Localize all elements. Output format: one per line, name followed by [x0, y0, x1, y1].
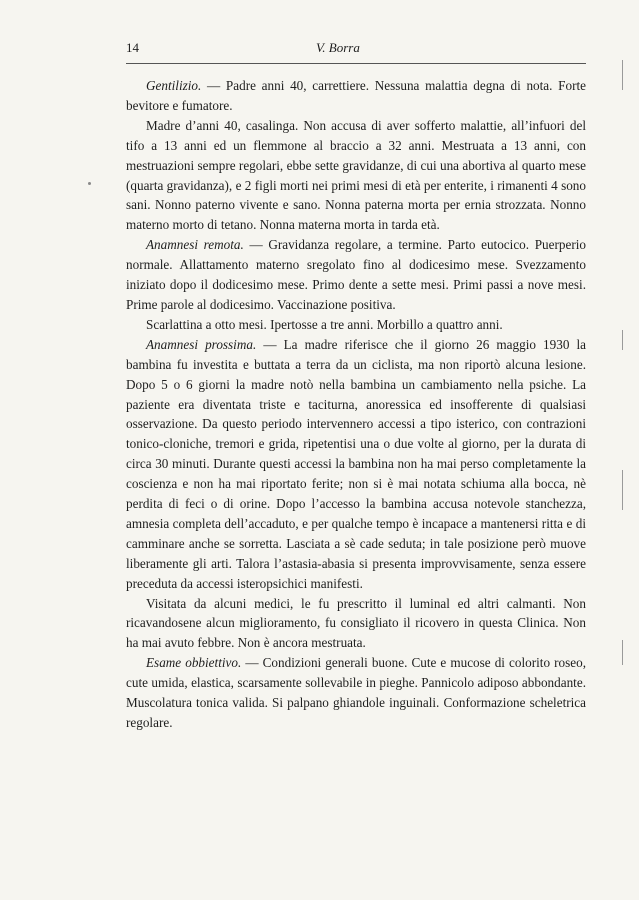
- page-number: 14: [126, 40, 139, 55]
- paragraph-madre: [126, 116, 586, 235]
- paragraph-text: Madre d’anni 40, casalinga. Non accusa di aver sofferto malattie, all’infuori del tifo a 13 anni ed un flemmone al braccio a 32 anni. Mestruata a 13 anni, con mestruazioni sempre regolari, ebbe sette gravidanze, di cui una abortiva al quarto mese (quarta gravidanza), e 2 figli morti nei primi mesi di età per enterite, i rimanenti 4 sono sani. Nonno paterno vivente e sano. Nonna paterna morta per ernia strozzata. Nonno materno morto di tetano. Nonna materna morta in tarda età.: [126, 117, 586, 233]
- page: [126, 40, 587, 730]
- paragraph-text: — Gravidanza regolare, a termine. Parto eutocico. Puerperio normale. Allattamento materno sregolato fino al dodicesimo mese. Svezzamento iniziato dopo il dodicesimo mese. Primo dente a sette mesi. Primi passi a nove mesi. Prime parole al dodicesimo. Vaccinazione positiva.: [126, 237, 586, 312]
- scan-edge-mark: [622, 330, 623, 350]
- section-lead: Gentilizio.: [146, 78, 202, 93]
- paragraph-scarlattina: [126, 315, 586, 335]
- paragraph-esame-obbiettivo: [126, 653, 586, 733]
- section-lead: Esame obbiettivo.: [146, 655, 242, 671]
- body-text: [126, 76, 586, 733]
- scan-edge-mark: [622, 470, 623, 510]
- section-lead: Anamnesi remota.: [146, 237, 244, 253]
- paragraph-anamnesi-prossima: [126, 335, 586, 594]
- scan-edge-mark: [622, 640, 623, 665]
- paragraph-text: — Condizioni generali buone. Cute e mucose di colorito roseo, cute umida, elastica, scarsamente sollevabile in pieghe. Pannicolo adiposo abbondante. Muscolatura tonica valida. Si palpano ghiandole inguinali. Conformazione scheletrica regolare.: [126, 655, 586, 730]
- paragraph-gentilizio: [126, 76, 586, 116]
- scan-edge-mark: [622, 60, 623, 90]
- paragraph-anamnesi-remota: [126, 235, 586, 315]
- paragraph-text: — La madre riferisce che il giorno 26 maggio 1930 la bambina fu investita e buttata a terra da un ciclista, ma non riportò alcuna lesione. Dopo 5 o 6 giorni la madre notò nella bambina un cambiamento nella psiche. La paziente era diventata triste e taciturna, anoressica ed insofferente di qualsiasi osservazione. Da questo periodo intervennero accessi a tipo isterico, con contrazioni tonico-cloniche, tremori e grida, ripetentisi una o due volte al giorno, per la durata di circa 30 minuti. Durante questi accessi la bambina non ha mai perso completamente la coscienza e non ha mai riportato ferite; non si è mai notata schiuma alla bocca, nè perdita di feci o di orine. Dopo l’accesso la bambina accusa notevole stanchezza, amnesia completa dell’accaduto, e per qualche tempo è incapace a mantenersi ritta e di camminare anche se sorretta. Lasciata a sè cade seduta; in tale posizione però muove liberamente gli arti. Talora l’astasia-abasia si presenta improvvisamente, senza essere preceduta da accessi isteropsichici manifesti.: [126, 336, 587, 591]
- running-header: [126, 40, 586, 58]
- header-rule: [126, 63, 586, 64]
- paragraph-text: — Padre anni 40, carrettiere. Nessuna malattia degna di nota. Forte bevitore e fumatore.: [126, 78, 586, 113]
- running-title: V. Borra: [316, 40, 360, 55]
- section-lead: Anamnesi prossima.: [146, 336, 257, 352]
- paragraph-text: Visitata da alcuni medici, le fu prescritto il luminal ed altri calmanti. Non ricavandosene alcun miglioramento, fu consigliato il ricovero in questa Clinica. Non ha mai avuto febbre. Non è ancora mestruata.: [126, 595, 586, 651]
- paragraph-visitata: [126, 594, 586, 654]
- scan-speck: [88, 182, 91, 185]
- paragraph-text: Scarlattina a otto mesi. Ipertosse a tre anni. Morbillo a quattro anni.: [146, 316, 503, 332]
